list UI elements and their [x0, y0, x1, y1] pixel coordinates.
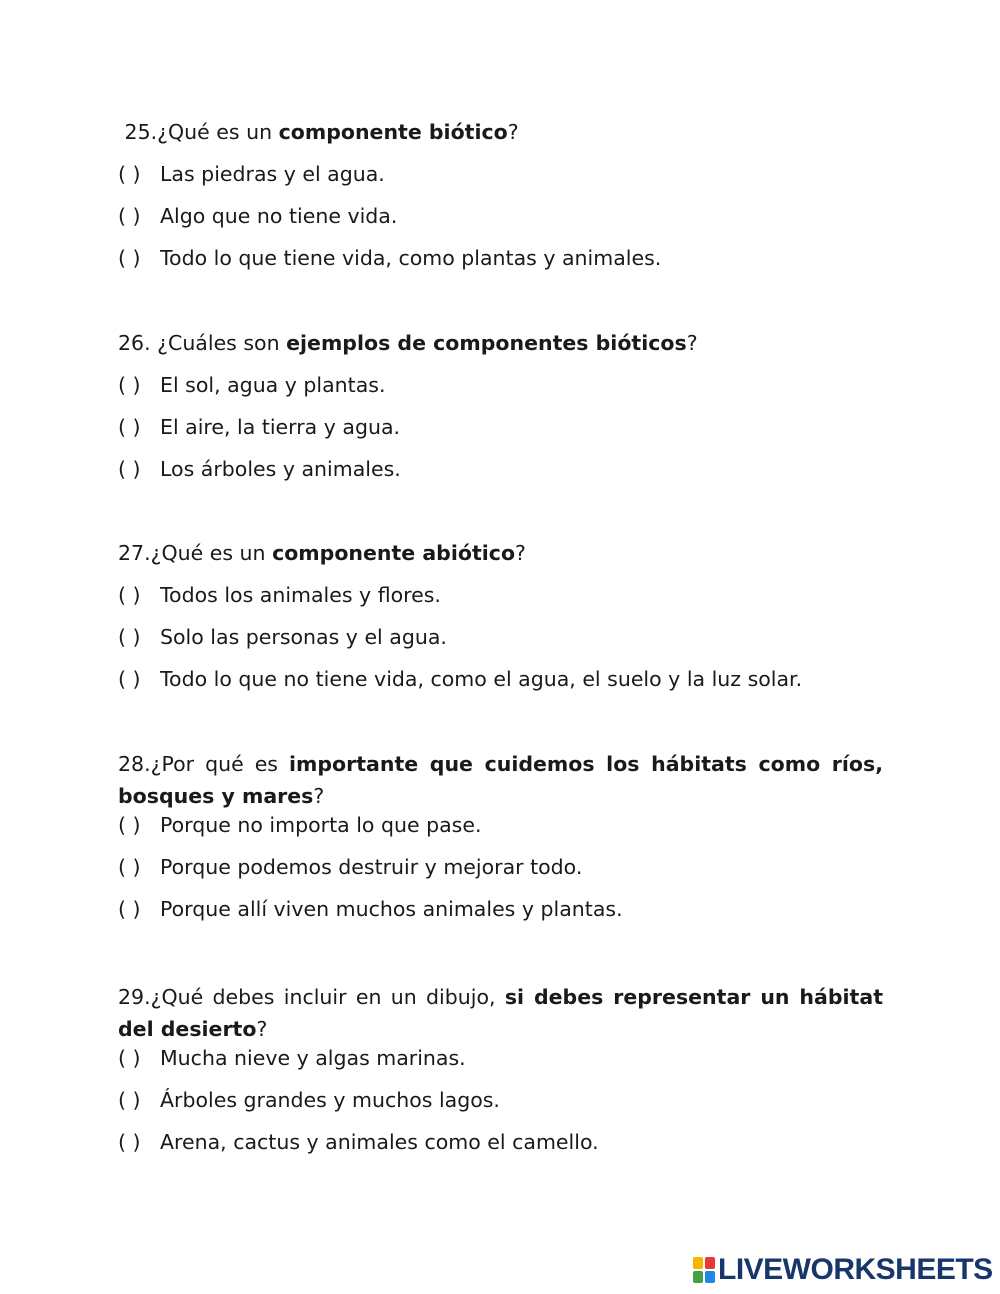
- answer-option[interactable]: [118, 582, 883, 608]
- question-keyword: ejemplos de componentes bióticos: [286, 331, 687, 355]
- logo-mark-square: [705, 1257, 715, 1269]
- question-text: [118, 981, 883, 1045]
- logo-mark-square: [693, 1257, 703, 1269]
- answer-option[interactable]: [118, 854, 883, 880]
- answer-label: El aire, la tierra y agua.: [160, 415, 401, 439]
- question-text: [118, 327, 883, 359]
- answer-checkbox[interactable]: ( ): [118, 1088, 141, 1112]
- question-suffix: ?: [686, 331, 698, 355]
- logo-mark-square: [705, 1271, 715, 1283]
- answer-label: Mucha nieve y algas marinas.: [160, 1046, 466, 1070]
- answer-label: Porque allí viven muchos animales y plantas.: [160, 897, 623, 921]
- answer-checkbox[interactable]: ( ): [118, 1046, 141, 1070]
- answer-option[interactable]: [118, 1087, 883, 1113]
- answer-option[interactable]: [118, 161, 883, 187]
- answer-option[interactable]: [118, 1129, 883, 1155]
- logo-mark-square: [693, 1271, 703, 1283]
- liveworksheets-logo[interactable]: [693, 1253, 993, 1287]
- answer-label: Todos los animales y flores.: [160, 583, 441, 607]
- answer-checkbox[interactable]: ( ): [118, 373, 141, 397]
- answer-option[interactable]: [118, 372, 883, 398]
- answer-checkbox[interactable]: ( ): [118, 897, 141, 921]
- answer-checkbox[interactable]: ( ): [118, 162, 141, 186]
- answer-label: Porque no importa lo que pase.: [160, 813, 482, 837]
- answer-label: El sol, agua y plantas.: [160, 373, 386, 397]
- question-text: [118, 116, 883, 148]
- question-keyword: si debes representar un hábitat del desierto: [118, 985, 883, 1041]
- question-28: [118, 748, 883, 922]
- question-27: [118, 537, 883, 692]
- answer-checkbox[interactable]: ( ): [118, 204, 141, 228]
- answer-label: Todo lo que tiene vida, como plantas y animales.: [160, 246, 662, 270]
- liveworksheets-logo-icon: [693, 1257, 715, 1283]
- question-prefix: 25.¿Qué es un: [118, 120, 279, 144]
- question-prefix: 28.¿Por qué es: [118, 752, 289, 776]
- answer-option[interactable]: [118, 624, 883, 650]
- question-suffix: ?: [507, 120, 519, 144]
- question-prefix: 29.¿Qué debes incluir en un dibujo,: [118, 985, 505, 1009]
- answer-checkbox[interactable]: ( ): [118, 813, 141, 837]
- answer-option[interactable]: [118, 666, 883, 692]
- question-prefix: 27.¿Qué es un: [118, 541, 273, 565]
- answer-label: Las piedras y el agua.: [160, 162, 385, 186]
- question-keyword: componente biótico: [278, 120, 508, 144]
- answer-option[interactable]: [118, 812, 883, 838]
- answer-checkbox[interactable]: ( ): [118, 667, 141, 691]
- answer-option[interactable]: [118, 1045, 883, 1071]
- question-29: [118, 981, 883, 1155]
- question-suffix: ?: [313, 784, 325, 808]
- answer-checkbox[interactable]: ( ): [118, 1130, 141, 1154]
- answer-checkbox[interactable]: ( ): [118, 855, 141, 879]
- question-text: [118, 537, 883, 569]
- question-prefix: 26. ¿Cuáles son: [118, 331, 287, 355]
- answer-label: Los árboles y animales.: [160, 457, 401, 481]
- question-keyword: importante que cuidemos los hábitats como ríos, bosques y mares: [118, 752, 883, 808]
- question-text: [118, 748, 883, 812]
- answer-label: Arena, cactus y animales como el camello.: [160, 1130, 599, 1154]
- answer-option[interactable]: [118, 245, 883, 271]
- answer-label: Algo que no tiene vida.: [160, 204, 398, 228]
- answer-checkbox[interactable]: ( ): [118, 246, 141, 270]
- question-25: [118, 116, 883, 271]
- answer-checkbox[interactable]: ( ): [118, 583, 141, 607]
- answer-option[interactable]: [118, 896, 883, 922]
- answer-checkbox[interactable]: ( ): [118, 625, 141, 649]
- answer-option[interactable]: [118, 456, 883, 482]
- answer-label: Porque podemos destruir y mejorar todo.: [160, 855, 583, 879]
- logo-text: LIVEWORKSHEETS: [718, 1253, 993, 1286]
- question-suffix: ?: [256, 1017, 268, 1041]
- answer-checkbox[interactable]: ( ): [118, 457, 141, 481]
- answer-label: Árboles grandes y muchos lagos.: [160, 1088, 500, 1112]
- question-suffix: ?: [515, 541, 526, 565]
- answer-label: Solo las personas y el agua.: [160, 625, 447, 649]
- question-26: [118, 327, 883, 482]
- answer-option[interactable]: [118, 414, 883, 440]
- answer-label: Todo lo que no tiene vida, como el agua, el suelo y la luz solar.: [160, 667, 803, 691]
- answer-checkbox[interactable]: ( ): [118, 415, 141, 439]
- answer-option[interactable]: [118, 203, 883, 229]
- question-keyword: componente abiótico: [272, 541, 516, 565]
